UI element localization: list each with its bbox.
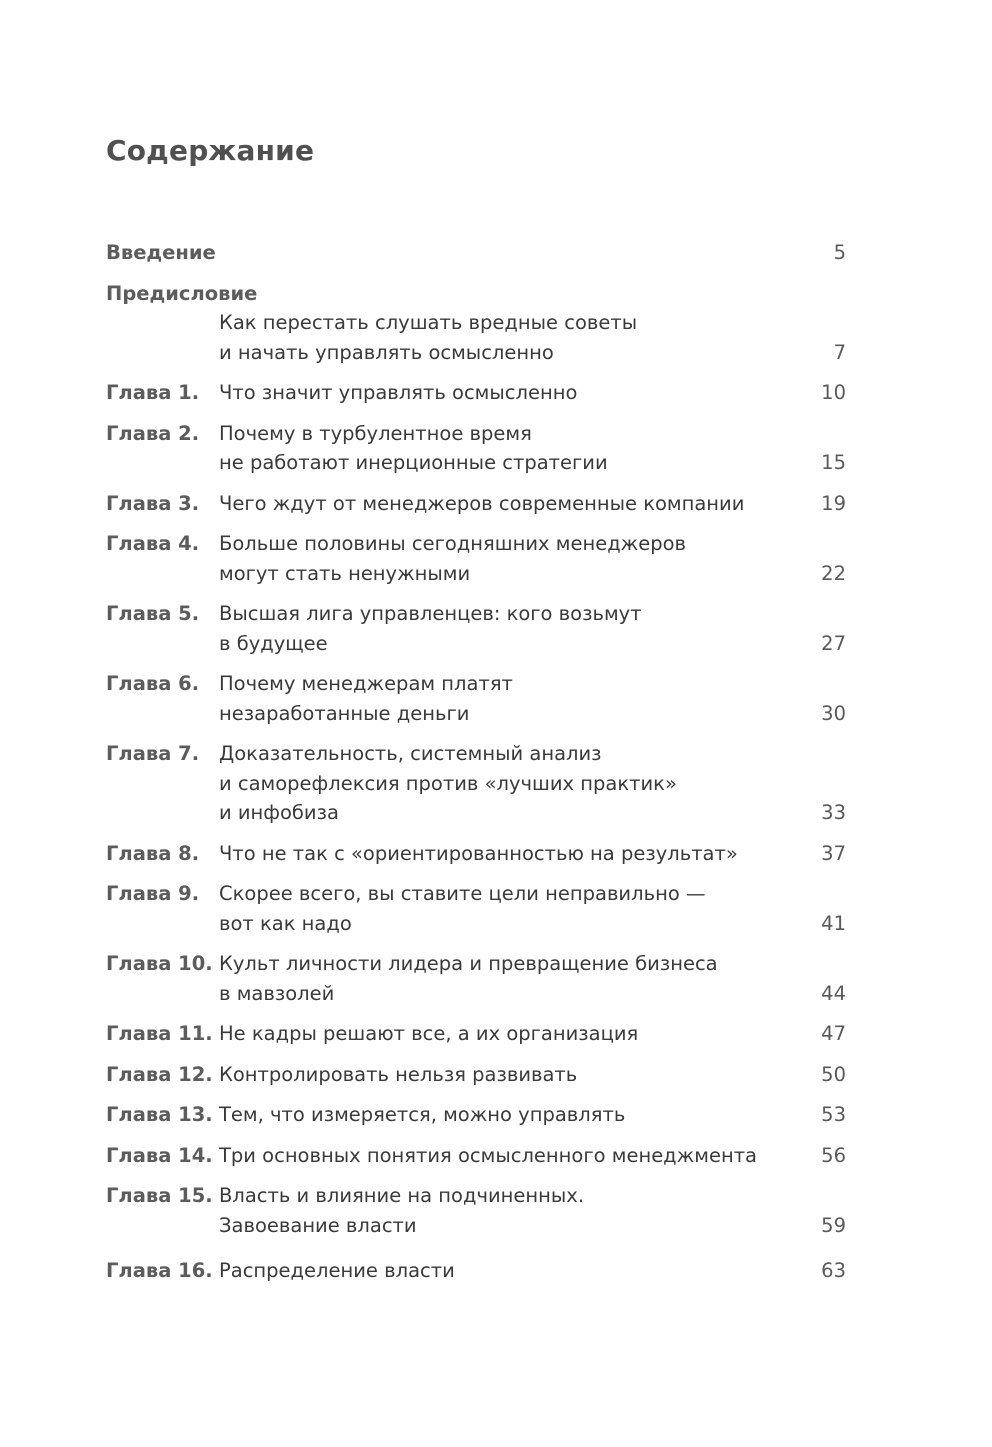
toc-entry-label: Глава 3. [106, 491, 200, 515]
toc-entry-chapter-13[interactable] [106, 1100, 846, 1130]
toc-entry-title-line: Не кадры решают все, а их организация [219, 1022, 639, 1045]
toc-page-number: 30 [821, 701, 846, 725]
toc-page-number: 41 [821, 911, 846, 935]
toc-entry-introduction[interactable] [106, 238, 846, 268]
toc-entry-label: Глава 13. [106, 1103, 213, 1126]
toc-entry-label: Глава 4. [106, 532, 200, 555]
toc-entry-title-line: Власть и влияние на подчиненных. [219, 1184, 585, 1207]
toc-page-number: 22 [821, 561, 846, 585]
toc-entry-chapter-8[interactable] [106, 839, 846, 869]
toc-entry-title-line: и саморефлексия против «лучших практик» [219, 771, 677, 795]
toc-entry-title-line: не работают инерционные стратегии [219, 451, 608, 474]
toc-page-number: 33 [821, 801, 846, 824]
toc-entry-label: Введение [106, 241, 216, 264]
toc-entry-chapter-2[interactable] [106, 419, 846, 478]
toc-entry-title-line: незаработанные деньги [219, 701, 470, 725]
toc-entry-chapter-10[interactable] [106, 949, 846, 1008]
toc-entry-chapter-7[interactable] [106, 739, 846, 828]
toc-page-number: 50 [821, 1062, 846, 1086]
toc-entry-chapter-6[interactable] [106, 669, 846, 728]
toc-entry-title-line: Контролировать нельзя развивать [219, 1062, 578, 1086]
toc-entry-chapter-15[interactable] [106, 1181, 846, 1240]
toc-entry-title-line: в мавзолей [219, 981, 335, 1005]
toc-entry-label: Глава 12. [106, 1062, 213, 1086]
toc-entry-label: Глава 14. [106, 1143, 213, 1167]
toc-page-number: 37 [821, 841, 846, 865]
toc-entry-title-line: Высшая лига управленцев: кого возьмут [219, 602, 642, 625]
toc-entry-label: Глава 6. [106, 672, 200, 695]
toc-entry-title-line: Распределение власти [219, 1259, 455, 1282]
toc-page-number: 44 [821, 981, 846, 1005]
toc-entry-title-line: вот как надо [219, 911, 352, 935]
toc-entry-title-line: и инфобиза [219, 801, 339, 824]
toc-entry-title-line: могут стать ненужными [219, 561, 471, 585]
toc-list [106, 238, 846, 1297]
toc-entry-chapter-16[interactable] [106, 1256, 846, 1286]
toc-page-number: 27 [821, 631, 846, 655]
toc-entry-title-line: Завоевание власти [219, 1213, 417, 1237]
toc-entry-chapter-4[interactable] [106, 529, 846, 588]
toc-entry-title-line: Три основных понятия осмысленного менеджмента [219, 1143, 758, 1167]
toc-entry-title-line: и начать управлять осмысленно [219, 340, 554, 364]
toc-page-number: 7 [833, 340, 846, 364]
toc-entry-chapter-3[interactable] [106, 489, 846, 519]
toc-entry-chapter-12[interactable] [106, 1060, 846, 1090]
toc-entry-label: Глава 5. [106, 602, 200, 625]
toc-entry-title-line: Почему в турбулентное время [219, 421, 532, 445]
toc-entry-chapter-9[interactable] [106, 879, 846, 938]
toc-entry-chapter-5[interactable] [106, 599, 846, 658]
toc-entry-chapter-14[interactable] [106, 1141, 846, 1171]
toc-entry-title-line: Скорее всего, вы ставите цели неправильно — [219, 882, 706, 905]
toc-entry-chapter-11[interactable] [106, 1019, 846, 1049]
toc-entry-chapter-1[interactable] [106, 378, 846, 408]
toc-entry-title-line: Доказательность, системный анализ [219, 742, 602, 765]
toc-entry-title-line: Что не так с «ориентированностью на результат» [219, 841, 738, 865]
toc-entry-title-line: Культ личности лидера и превращение бизнеса [219, 952, 718, 975]
toc-entry-title-line: Тем, что измеряется, можно управлять [219, 1103, 626, 1126]
toc-entry-label: Глава 15. [106, 1184, 213, 1207]
toc-entry-title-line: Что значит управлять осмысленно [219, 381, 578, 404]
toc-page-number: 59 [821, 1213, 846, 1237]
toc-entry-label: Глава 10. [106, 952, 213, 975]
page-title: Содержание [106, 134, 315, 167]
toc-entry-title-line: Как перестать слушать вредные советы [219, 311, 638, 334]
toc-page-number: 19 [821, 491, 846, 515]
toc-page-number: 56 [821, 1143, 846, 1167]
toc-entry-title-line: Почему менеджерам платят [219, 672, 513, 695]
toc-page-number: 63 [821, 1259, 846, 1282]
toc-entry-title-line: в будущее [219, 631, 328, 655]
toc-entry-label: Глава 11. [106, 1022, 213, 1045]
toc-page-number: 15 [821, 451, 846, 474]
toc-entry-preface[interactable] [106, 279, 846, 368]
toc-entry-label: Глава 8. [106, 841, 200, 865]
toc-entry-label: Глава 7. [106, 742, 200, 765]
toc-entry-title-line: Больше половины сегодняшних менеджеров [219, 532, 687, 555]
toc-page-number: 53 [821, 1103, 846, 1126]
toc-page-number: 10 [821, 381, 846, 404]
toc-entry-label: Предисловие [106, 281, 258, 305]
toc-entry-label: Глава 2. [106, 421, 200, 445]
toc-entry-title-line: Чего ждут от менеджеров современные компании [219, 491, 745, 515]
toc-entry-label: Глава 16. [106, 1259, 213, 1282]
toc-entry-label: Глава 9. [106, 882, 200, 905]
toc-entry-label: Глава 1. [106, 381, 200, 404]
toc-page-number: 47 [821, 1022, 846, 1045]
toc-page-number: 5 [833, 241, 846, 264]
